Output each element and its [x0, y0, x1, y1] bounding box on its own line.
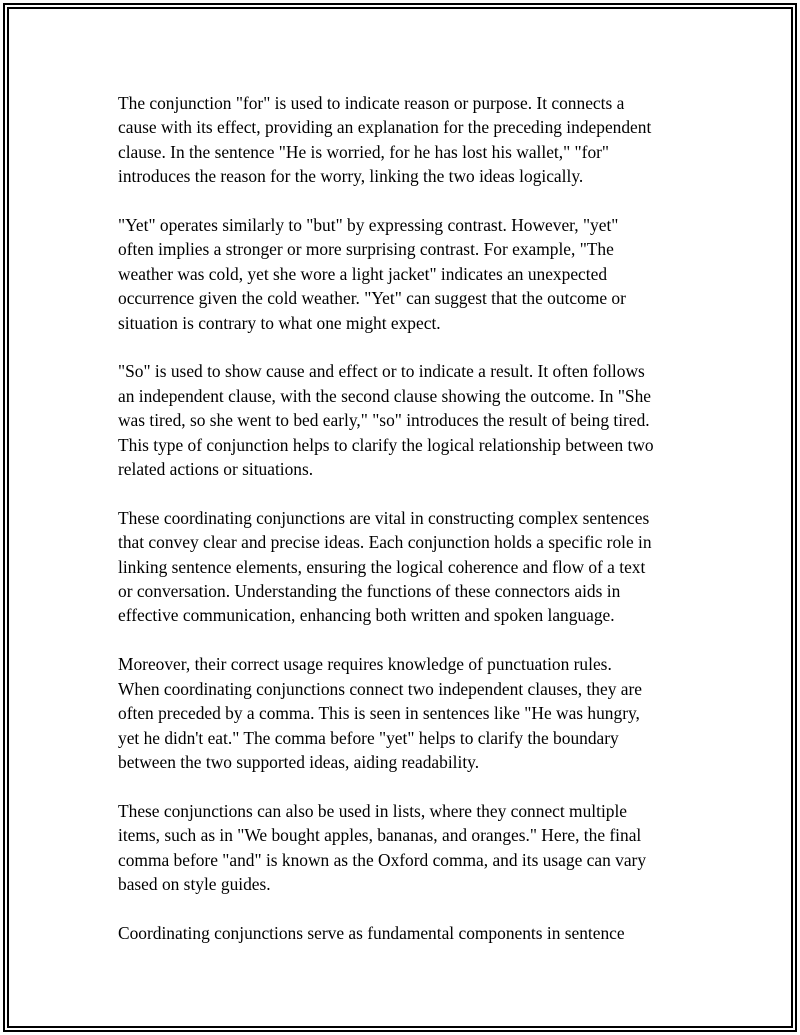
paragraph-conclusion: Coordinating conjunctions serve as fundamental components in sentence	[118, 922, 625, 943]
paragraph-so: "So" is used to show cause and effect or to indicate a result. It often follows an independent clause, with the second clause showing the outcome. In "She was tired, so she went to bed early," "so" introduces the result of being tired. This type of conjunction helps to clarify the logical relationship between two related actions or situations.	[118, 361, 654, 480]
paragraph-punctuation: Moreover, their correct usage requires knowledge of punctuation rules. When coordinating conjunctions connect two independent clauses, they are often preceded by a comma. This is seen in sentences like "He was hungry, yet he didn't eat." The comma before "yet" helps to clarify the boundary between the two supported ideas, aiding readability.	[118, 654, 642, 772]
paragraph-importance: These coordinating conjunctions are vital in constructing complex sentences that convey clear and precise ideas. Each conjunction holds a specific role in linking sentence elements, ensuring the logical coherence and flow of a text or conversation. Understanding the functions of these connectors aids in effective communication, enhancing both written and spoken language.	[118, 507, 652, 626]
paragraph-lists: These conjunctions can also be used in lists, where they connect multiple items, such as in "We bought apples, bananas, and oranges." Here, the final comma before "and" is known as the Oxford comma, and its usage can vary based on style guides.	[118, 800, 647, 894]
paragraph-for: The conjunction "for" is used to indicate reason or purpose. It connects a cause with its effect, providing an explanation for the preceding independent clause. In the sentence "He is worried, for he has lost his wallet," "for" introduces the reason for the worry, linking the two ideas logically.	[118, 93, 652, 187]
document-body	[118, 91, 693, 951]
paragraph-yet: "Yet" operates similarly to "but" by expressing contrast. However, "yet" often implies a stronger or more surprising contrast. For example, "The weather was cold, yet she wore a light jacket" indicates an unexpected occurrence given the cold weather. "Yet" can suggest that the outcome or situation is contrary to what one might expect.	[118, 215, 626, 333]
